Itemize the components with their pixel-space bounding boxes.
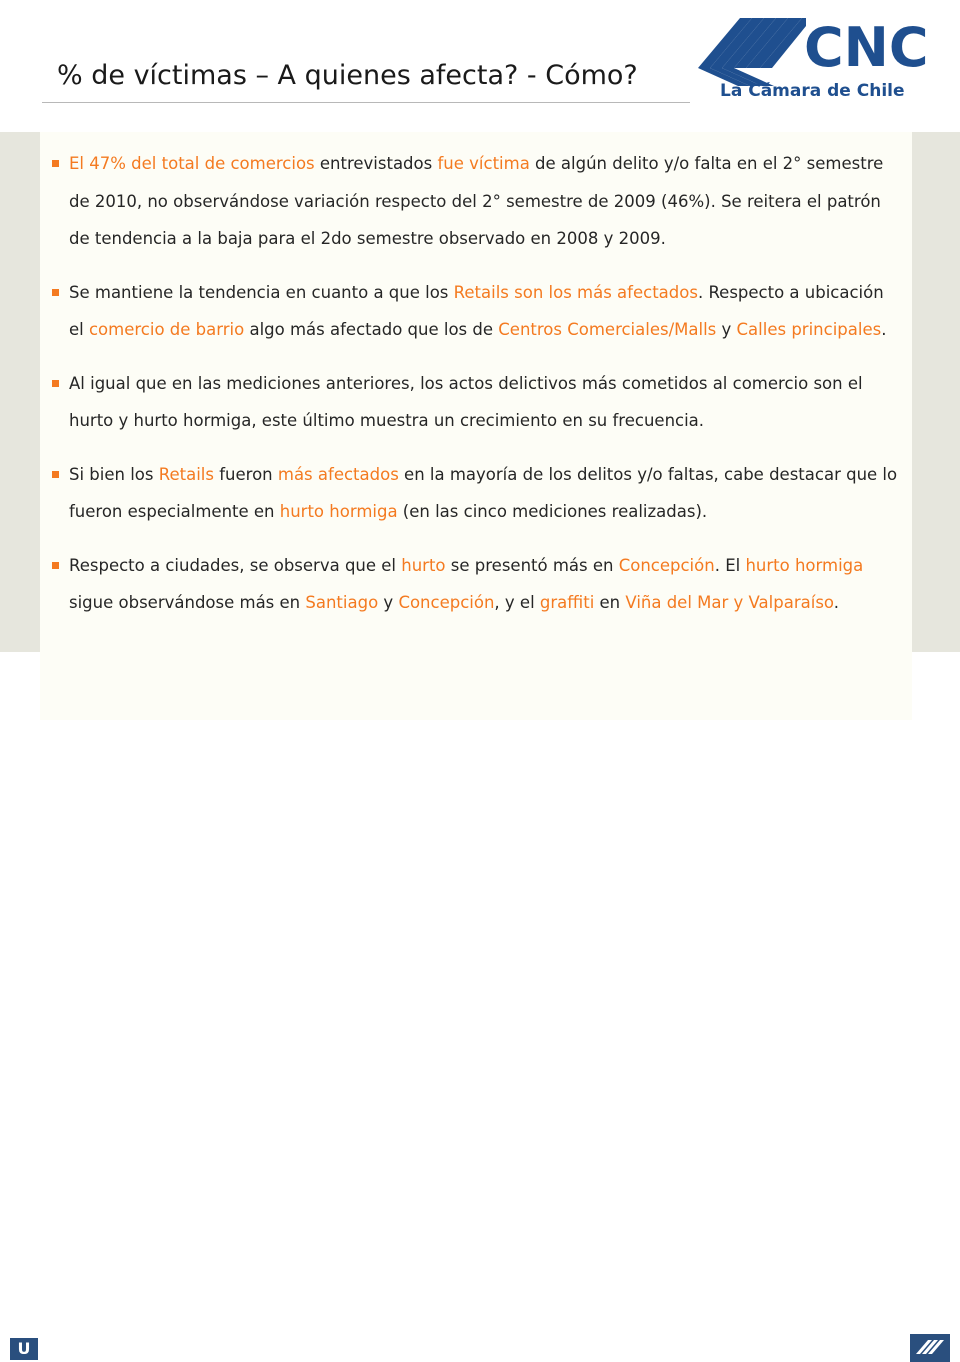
bullet-item xyxy=(40,145,912,258)
footer-left-mark: U xyxy=(10,1338,38,1360)
title-divider xyxy=(42,102,707,103)
bullet-marker-icon xyxy=(52,562,59,569)
body-text: y xyxy=(378,593,399,612)
body-text: . xyxy=(833,593,839,612)
logo-text: CNC xyxy=(804,16,929,79)
body-text: sigue observándose más en xyxy=(69,593,306,612)
body-text: Si bien los xyxy=(69,464,159,484)
header xyxy=(0,0,960,132)
body-text: y xyxy=(716,320,737,339)
highlighted-text: hurto hormiga xyxy=(279,502,398,521)
body-text: algo más afectado que los de xyxy=(244,320,499,339)
body-text: , y el xyxy=(494,593,540,612)
highlighted-text: Calles principales xyxy=(736,320,882,339)
highlighted-text: Centros Comerciales/Malls xyxy=(498,320,717,339)
page-title: % de víctimas – A quienes afecta? - Cómo? xyxy=(57,60,638,91)
highlighted-text: hurto xyxy=(401,555,446,575)
body-text: de algún delito y/o falta en el 2° semestre de 2010, no observándose variación respecto del 2° semestre de 2009 (46%). Se reitera el patrón de tendencia a la baja para el 2do semestre observado en 2008 y 2009. xyxy=(69,154,884,248)
content-panel xyxy=(40,132,912,720)
highlighted-text: comercio de barrio xyxy=(88,320,245,339)
bullet-item xyxy=(40,547,912,622)
body-text: Se mantiene la tendencia en cuanto a que los xyxy=(69,282,454,302)
body-text: (en las cinco mediciones realizadas). xyxy=(397,502,708,521)
highlighted-text: Santiago xyxy=(305,593,379,612)
cnc-logo-icon xyxy=(690,8,952,104)
bullet-marker-icon xyxy=(52,471,59,478)
body-text: . Respecto a ubicación el xyxy=(69,282,884,339)
highlighted-text: Retails son los más afectados xyxy=(453,282,698,302)
body-text: entrevistados xyxy=(314,154,438,173)
highlighted-text: fue víctima xyxy=(437,154,530,173)
logo-subtitle: La Cámara de Chile xyxy=(720,81,905,101)
highlighted-text: Retails xyxy=(158,464,214,484)
bullet-marker-icon xyxy=(52,160,59,167)
body-text: . El xyxy=(714,555,746,575)
highlighted-text: Concepción xyxy=(618,555,715,575)
body-text: en la mayoría de los delitos y/o faltas, cabe destacar que lo fueron especialmente en xyxy=(69,464,898,521)
body-text: Respecto a ciudades, se observa que el xyxy=(69,555,402,575)
bullet-marker-icon xyxy=(52,289,59,296)
highlighted-text: El 47% del total de comercios xyxy=(69,154,315,173)
cnc-mark-icon xyxy=(910,1334,950,1362)
cnc-logo xyxy=(690,8,952,104)
highlighted-text: más afectados xyxy=(277,464,399,484)
highlighted-text: graffiti xyxy=(539,593,595,612)
bullet-item xyxy=(40,274,912,349)
highlighted-text: Concepción xyxy=(398,593,495,612)
body-text: . xyxy=(881,320,887,339)
highlighted-text: hurto hormiga xyxy=(745,555,864,575)
bullet-item xyxy=(40,365,912,440)
body-text: Al igual que en las mediciones anteriores, los actos delictivos más cometidos al comercio son el hurto y hurto hormiga, este último muestra un crecimiento en su frecuencia. xyxy=(69,373,863,430)
body-text: fueron xyxy=(213,464,278,484)
highlighted-text: Viña del Mar y Valparaíso xyxy=(625,593,834,612)
bullet-marker-icon xyxy=(52,380,59,387)
bullet-item xyxy=(40,456,912,531)
body-text: se presentó más en xyxy=(445,555,619,575)
bullet-list xyxy=(40,145,912,638)
body-text: en xyxy=(594,593,626,612)
